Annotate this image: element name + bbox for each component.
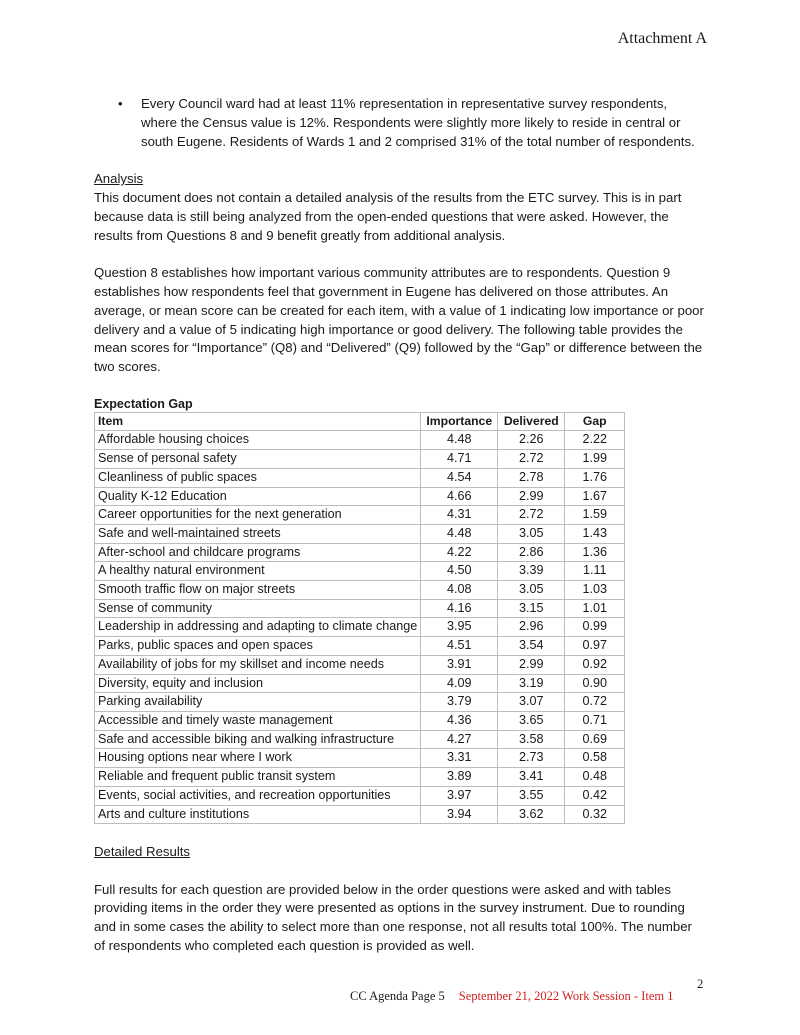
cell-delivered: 3.54 (498, 637, 565, 656)
cell-importance: 4.27 (421, 730, 498, 749)
cell-importance: 4.51 (421, 637, 498, 656)
expectation-gap-table (94, 412, 625, 824)
cell-delivered: 2.96 (498, 618, 565, 637)
cell-gap: 0.48 (565, 768, 625, 787)
cell-item: Affordable housing choices (95, 431, 421, 450)
bullet-text: Every Council ward had at least 11% representation in representative survey respondents, where the Census value is 12%. Respondents were slightly more likely to reside in central or south Eugene. Residents of Wards 1 and 2 comprised 31% of the total number of respondents. (141, 96, 695, 149)
cell-importance: 4.54 (421, 468, 498, 487)
footer-session: September 21, 2022 Work Session - Item 1 (458, 989, 674, 1003)
cell-gap: 2.22 (565, 431, 625, 450)
bullet-item (94, 95, 706, 151)
cell-importance: 3.31 (421, 749, 498, 768)
cell-gap: 0.42 (565, 786, 625, 805)
cell-gap: 0.90 (565, 674, 625, 693)
cell-gap: 1.03 (565, 581, 625, 600)
cell-gap: 0.72 (565, 693, 625, 712)
footer (350, 989, 674, 1004)
cell-importance: 4.08 (421, 581, 498, 600)
cell-delivered: 3.05 (498, 524, 565, 543)
table-row (95, 749, 625, 768)
cell-delivered: 2.86 (498, 543, 565, 562)
cell-importance: 3.79 (421, 693, 498, 712)
cell-importance: 4.36 (421, 712, 498, 731)
cell-delivered: 3.19 (498, 674, 565, 693)
cell-importance: 3.94 (421, 805, 498, 824)
cell-delivered: 3.39 (498, 562, 565, 581)
cell-gap: 0.92 (565, 655, 625, 674)
header-item: Item (95, 412, 421, 431)
analysis-paragraph-1: This document does not contain a detailed analysis of the results from the ETC survey. This is in part because data is still being analyzed from the open-ended questions that were asked. However, the results from Questions 8 and 9 benefit greatly from additional analysis. (94, 189, 682, 243)
analysis-heading: Analysis (94, 171, 144, 187)
cell-item: Events, social activities, and recreation opportunities (95, 786, 421, 805)
cell-item: Diversity, equity and inclusion (95, 674, 421, 693)
cell-gap: 1.36 (565, 543, 625, 562)
cell-importance: 3.89 (421, 768, 498, 787)
cell-item: Safe and accessible biking and walking infrastructure (95, 730, 421, 749)
cell-delivered: 3.58 (498, 730, 565, 749)
cell-importance: 3.95 (421, 618, 498, 637)
table-row (95, 768, 625, 787)
table-row (95, 693, 625, 712)
table-row (95, 786, 625, 805)
cell-item: Parking availability (95, 693, 421, 712)
table-row (95, 543, 625, 562)
table-row (95, 655, 625, 674)
table-row (95, 450, 625, 469)
cell-importance: 4.48 (421, 524, 498, 543)
footer-agenda: CC Agenda Page 5 (350, 989, 445, 1003)
cell-item: Quality K-12 Education (95, 487, 421, 506)
cell-gap: 1.11 (565, 562, 625, 581)
cell-importance: 4.50 (421, 562, 498, 581)
attachment-label: Attachment A (617, 30, 707, 47)
table-row (95, 581, 625, 600)
cell-gap: 1.99 (565, 450, 625, 469)
cell-item: A healthy natural environment (95, 562, 421, 581)
cell-item: Leadership in addressing and adapting to climate change (95, 618, 421, 637)
table-row (95, 506, 625, 525)
cell-importance: 3.97 (421, 786, 498, 805)
cell-item: Availability of jobs for my skillset and income needs (95, 655, 421, 674)
cell-delivered: 2.73 (498, 749, 565, 768)
cell-importance: 4.71 (421, 450, 498, 469)
cell-importance: 4.22 (421, 543, 498, 562)
cell-delivered: 2.72 (498, 506, 565, 525)
cell-importance: 4.09 (421, 674, 498, 693)
document-body (94, 95, 706, 956)
cell-delivered: 3.55 (498, 786, 565, 805)
cell-gap: 0.58 (565, 749, 625, 768)
table-row (95, 618, 625, 637)
cell-importance: 4.66 (421, 487, 498, 506)
cell-item: Arts and culture institutions (95, 805, 421, 824)
cell-gap: 1.59 (565, 506, 625, 525)
cell-delivered: 3.41 (498, 768, 565, 787)
cell-item: Sense of personal safety (95, 450, 421, 469)
table-title: Expectation Gap (94, 396, 193, 411)
detailed-results-paragraph: Full results for each question are provided below in the order questions were asked and with tables providing items in the order they were presented as options in the survey instrument. Due to rounding and in some cases the ability to select more than one response, not all results total 100%. The number of respondents who completed each question is provided as well. (94, 881, 692, 953)
detailed-results-heading: Detailed Results (94, 844, 191, 860)
cell-importance: 4.31 (421, 506, 498, 525)
table-row (95, 730, 625, 749)
bullet-dot-icon: • (118, 96, 123, 111)
table-row (95, 562, 625, 581)
page-number: 2 (697, 977, 704, 991)
cell-item: After-school and childcare programs (95, 543, 421, 562)
cell-item: Smooth traffic flow on major streets (95, 581, 421, 600)
cell-gap: 0.97 (565, 637, 625, 656)
table-row (95, 674, 625, 693)
table-row (95, 487, 625, 506)
cell-delivered: 2.99 (498, 487, 565, 506)
cell-item: Safe and well-maintained streets (95, 524, 421, 543)
cell-delivered: 3.05 (498, 581, 565, 600)
cell-gap: 1.76 (565, 468, 625, 487)
table-header-row (95, 412, 625, 431)
table-row (95, 431, 625, 450)
cell-gap: 1.43 (565, 524, 625, 543)
cell-delivered: 2.26 (498, 431, 565, 450)
header-gap: Gap (565, 412, 625, 431)
cell-delivered: 3.15 (498, 599, 565, 618)
cell-delivered: 2.99 (498, 655, 565, 674)
table-row (95, 599, 625, 618)
cell-delivered: 3.07 (498, 693, 565, 712)
cell-importance: 4.48 (421, 431, 498, 450)
cell-item: Career opportunities for the next generation (95, 506, 421, 525)
header-importance: Importance (421, 412, 498, 431)
cell-importance: 4.16 (421, 599, 498, 618)
cell-item: Accessible and timely waste management (95, 712, 421, 731)
cell-gap: 1.67 (565, 487, 625, 506)
cell-gap: 0.69 (565, 730, 625, 749)
cell-delivered: 3.65 (498, 712, 565, 731)
cell-gap: 0.32 (565, 805, 625, 824)
cell-item: Housing options near where I work (95, 749, 421, 768)
cell-item: Sense of community (95, 599, 421, 618)
header-delivered: Delivered (498, 412, 565, 431)
table-row (95, 805, 625, 824)
cell-item: Reliable and frequent public transit system (95, 768, 421, 787)
cell-gap: 0.71 (565, 712, 625, 731)
cell-item: Parks, public spaces and open spaces (95, 637, 421, 656)
cell-gap: 1.01 (565, 599, 625, 618)
table-row (95, 468, 625, 487)
table-row (95, 524, 625, 543)
cell-item: Cleanliness of public spaces (95, 468, 421, 487)
cell-delivered: 3.62 (498, 805, 565, 824)
table-row (95, 637, 625, 656)
table-row (95, 712, 625, 731)
cell-importance: 3.91 (421, 655, 498, 674)
cell-delivered: 2.72 (498, 450, 565, 469)
cell-gap: 0.99 (565, 618, 625, 637)
cell-delivered: 2.78 (498, 468, 565, 487)
analysis-paragraph-2: Question 8 establishes how important various community attributes are to respondents. Question 9 establishes how respondents feel that government in Eugene has delivered on those attributes. An average, or mean score can be created for each item, with a value of 1 indicating low importance or poor delivery and a value of 5 indicating high importance or good delivery. The following table provides the mean scores for “Importance” (Q8) and “Delivered” (Q9) followed by the “Gap” or difference between the two scores. (94, 265, 704, 375)
